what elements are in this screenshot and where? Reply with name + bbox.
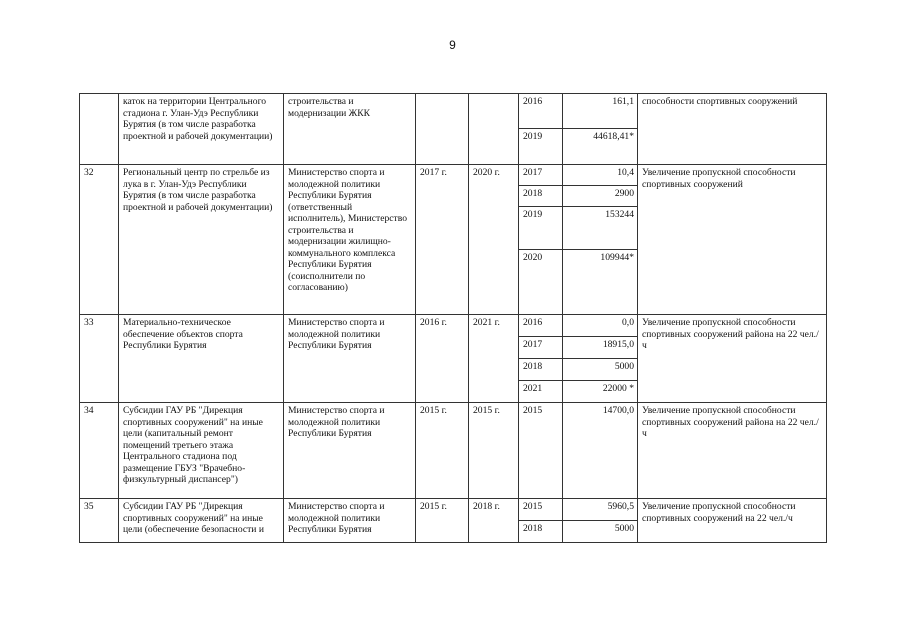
funding-year: 2019 — [519, 207, 563, 250]
executor: Министерство спорта и молодежной политики Республики Бурятия — [284, 315, 416, 403]
funding-amount: 44618,41* — [563, 129, 638, 165]
funding-year: 2018 — [519, 521, 563, 543]
funding-amount: 5000 — [563, 359, 638, 381]
executor: Министерство спорта и молодежной политики Республики Бурятия (ответственный исполнитель), Министерство строительства и модернизации жилищно-коммунального комплекса Республики Бурятия (соисполнители по согласованию) — [284, 165, 416, 315]
funding-amount: 2900 — [563, 186, 638, 207]
row-number: 35 — [80, 499, 119, 543]
table-row — [80, 94, 827, 129]
row-number: 34 — [80, 403, 119, 499]
end-year: 2018 г. — [469, 499, 519, 543]
end-year — [469, 94, 519, 165]
funding-amount: 0,0 — [563, 315, 638, 337]
funding-amount: 22000 * — [563, 381, 638, 403]
table-row — [80, 315, 827, 337]
expected-result: способности спортивных сооружений — [638, 94, 827, 165]
funding-year: 2021 — [519, 381, 563, 403]
funding-amount: 10,4 — [563, 165, 638, 186]
funding-year: 2017 — [519, 165, 563, 186]
executor: строительства и модернизации ЖКК — [284, 94, 416, 165]
end-year: 2021 г. — [469, 315, 519, 403]
executor: Министерство спорта и молодежной политики Республики Бурятия — [284, 499, 416, 543]
end-year: 2020 г. — [469, 165, 519, 315]
executor: Министерство спорта и молодежной политики Республики Бурятия — [284, 403, 416, 499]
end-year: 2015 г. — [469, 403, 519, 499]
funding-amount: 14700,0 — [563, 403, 638, 499]
start-year: 2015 г. — [416, 499, 469, 543]
expected-result: Увеличение пропускной способности спортивных сооружений на 22 чел./ч — [638, 499, 827, 543]
start-year: 2016 г. — [416, 315, 469, 403]
funding-amount: 18915,0 — [563, 337, 638, 359]
expected-result: Увеличение пропускной способности спортивных сооружений — [638, 165, 827, 315]
funding-year: 2015 — [519, 499, 563, 521]
funding-year: 2017 — [519, 337, 563, 359]
table-row — [80, 499, 827, 521]
funding-amount: 161,1 — [563, 94, 638, 129]
funding-amount: 5000 — [563, 521, 638, 543]
program-activities-table — [79, 93, 827, 543]
funding-amount: 109944* — [563, 250, 638, 315]
funding-amount: 153244 — [563, 207, 638, 250]
funding-year: 2016 — [519, 315, 563, 337]
row-number: 32 — [80, 165, 119, 315]
funding-year: 2019 — [519, 129, 563, 165]
funding-amount: 5960,5 — [563, 499, 638, 521]
activity-title: Субсидии ГАУ РБ "Дирекция спортивных сооружений" на иные цели (капитальный ремонт помещений третьего этажа Центрального стадиона под размещение ГБУЗ "Врачебно-физкультурный диспансер") — [119, 403, 284, 499]
funding-year: 2018 — [519, 186, 563, 207]
activity-title: Региональный центр по стрельбе из лука в г. Улан-Удэ Республики Бурятия (в том числе разработка проектной и рабочей документации) — [119, 165, 284, 315]
funding-year: 2015 — [519, 403, 563, 499]
page-number: 9 — [449, 38, 456, 52]
activity-title: Материально-техническое обеспечение объектов спорта Республики Бурятия — [119, 315, 284, 403]
expected-result: Увеличение пропускной способности спортивных сооружений района на 22 чел./ч — [638, 315, 827, 403]
start-year — [416, 94, 469, 165]
activity-title: Субсидии ГАУ РБ "Дирекция спортивных сооружений" на иные цели (обеспечение безопасности и — [119, 499, 284, 543]
expected-result: Увеличение пропускной способности спортивных сооружений района на 22 чел./ч — [638, 403, 827, 499]
start-year: 2017 г. — [416, 165, 469, 315]
funding-year: 2020 — [519, 250, 563, 315]
start-year: 2015 г. — [416, 403, 469, 499]
row-number — [80, 94, 119, 165]
row-number: 33 — [80, 315, 119, 403]
table-row — [80, 165, 827, 186]
funding-year: 2018 — [519, 359, 563, 381]
table-row — [80, 403, 827, 499]
funding-year: 2016 — [519, 94, 563, 129]
activity-title: каток на территории Центрального стадиона г. Улан-Удэ Республики Бурятия (в том числе разработка проектной и рабочей документации) — [119, 94, 284, 165]
